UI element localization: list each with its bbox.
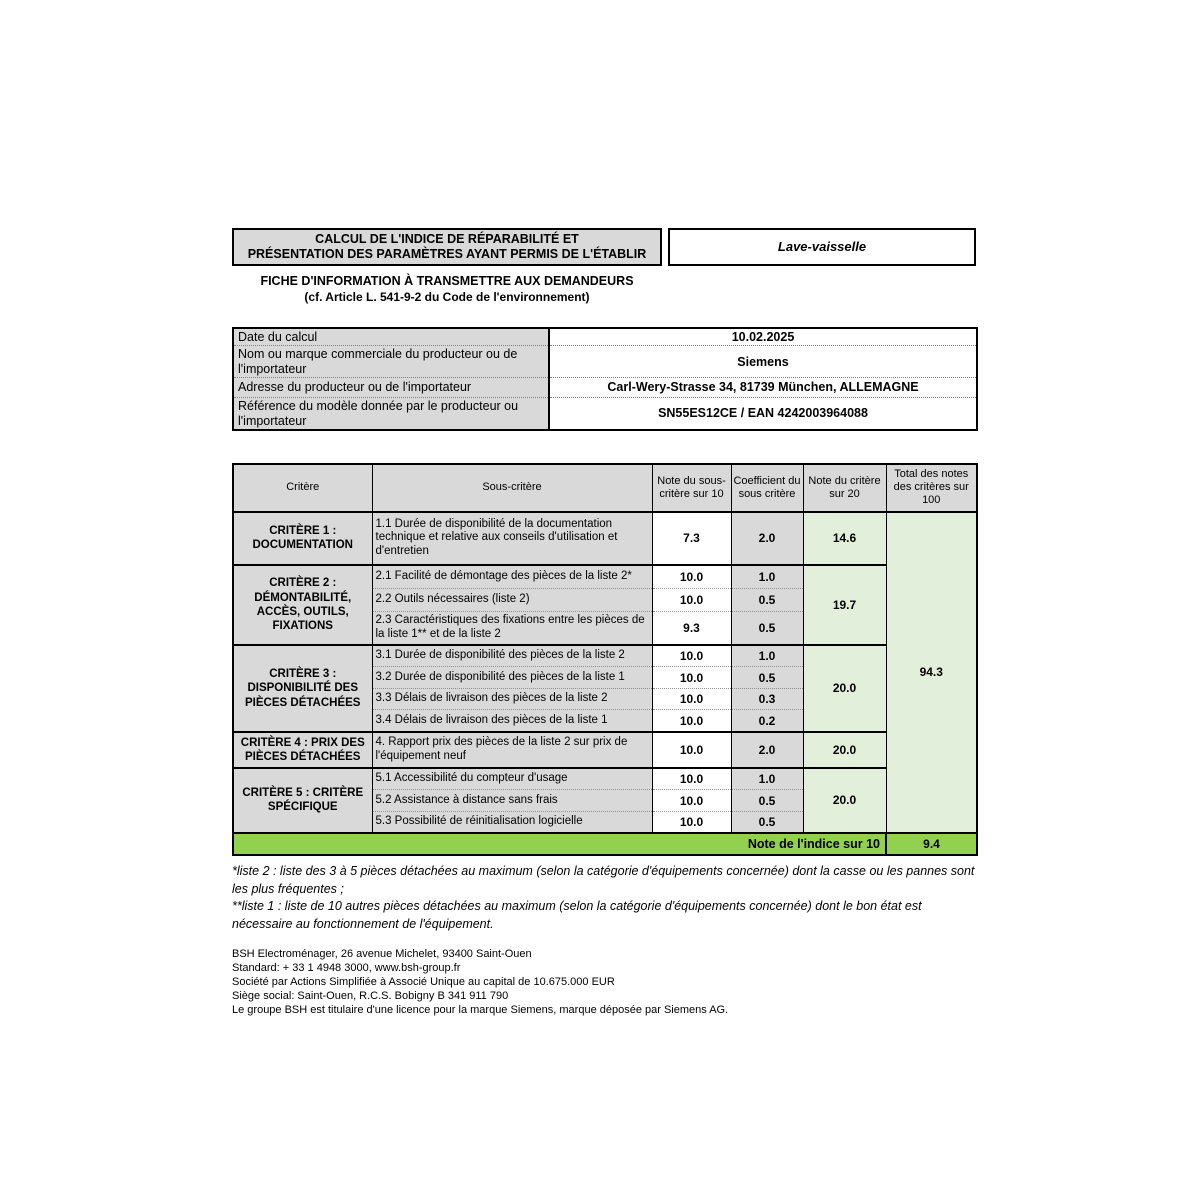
sub-score-4: 10.0	[652, 732, 731, 768]
sub-criterion-3-3-label: 3.3 Délais de livraison des pièces de la liste 2	[372, 689, 652, 710]
criterion-4-score: 20.0	[803, 732, 886, 768]
info-label-date: Date du calcul	[233, 328, 549, 346]
total-score-cell: 94.3	[886, 512, 977, 833]
coefficient-2-3: 0.5	[731, 612, 803, 645]
info-value-brand: Siemens	[549, 346, 977, 378]
column-header-critere: Critère	[233, 464, 372, 512]
footer-line-company: Société par Actions Simplifiée à Associé Unique au capital de 10.675.000 EUR	[232, 976, 615, 989]
sub-criterion-2-1-label: 2.1 Facilité de démontage des pièces de la liste 2*	[372, 565, 652, 589]
footnotes	[232, 863, 976, 934]
footnote-liste2: *liste 2 : liste des 3 à 5 pièces détachées au maximum (selon la catégorie d'équipements concernée) dont la casse ou les pannes sont les plus fréquentes ;	[232, 863, 975, 896]
info-label-brand: Nom ou marque commerciale du producteur ou de l'importateur	[233, 346, 549, 378]
criterion-5-score: 20.0	[803, 768, 886, 833]
index-score-row	[233, 833, 977, 855]
sub-score-3-4: 10.0	[652, 710, 731, 732]
document-title	[232, 228, 662, 266]
table-row	[233, 732, 977, 768]
index-score-label: Note de l'indice sur 10	[233, 833, 886, 855]
sub-criterion-5-2-label: 5.2 Assistance à distance sans frais	[372, 790, 652, 812]
product-type-box	[668, 228, 976, 266]
footer-line-registration: Siège social: Saint-Ouen, R.C.S. Bobigny B 341 911 790	[232, 990, 509, 1003]
sub-score-2-1: 10.0	[652, 565, 731, 589]
info-value-date: 10.02.2025	[549, 328, 977, 346]
coefficient-3-3: 0.3	[731, 689, 803, 710]
sub-score-3-2: 10.0	[652, 667, 731, 689]
column-header-sous-critere: Sous-critère	[372, 464, 652, 512]
criterion-4-name: CRITÈRE 4 : PRIX DES PIÈCES DÉTACHÉES	[233, 732, 372, 768]
sub-criterion-5-1-label: 5.1 Accessibilité du compteur d'usage	[372, 768, 652, 790]
table-row	[233, 378, 977, 398]
info-label-model: Référence du modèle donnée par le producteur ou l'importateur	[233, 398, 549, 430]
score-table	[232, 463, 978, 856]
footnote-liste1: **liste 1 : liste de 10 autres pièces détachées au maximum (selon la catégorie d'équipements concernée) dont le bon état est nécessaire au fonctionnement de l'équipement.	[232, 899, 922, 932]
footer-line-address: BSH Electroménager, 26 avenue Michelet, 93400 Saint-Ouen	[232, 947, 532, 960]
sub-criterion-5-3-label: 5.3 Possibilité de réinitialisation logicielle	[372, 812, 652, 833]
coefficient-2-1: 1.0	[731, 565, 803, 589]
coefficient-3-2: 0.5	[731, 667, 803, 689]
coefficient-3-1: 1.0	[731, 645, 803, 667]
coefficient-4: 2.0	[731, 732, 803, 768]
table-row	[233, 328, 977, 346]
criterion-3-score: 20.0	[803, 645, 886, 732]
document-title-line2: PRÉSENTATION DES PARAMÈTRES AYANT PERMIS DE L'ÉTABLIR	[247, 246, 647, 261]
info-value-model: SN55ES12CE / EAN 4242003964088	[549, 398, 977, 430]
subtitle-reference: (cf. Article L. 541-9-2 du Code de l'environnement)	[304, 289, 590, 304]
sub-score-5-1: 10.0	[652, 768, 731, 790]
coefficient-5-3: 0.5	[731, 812, 803, 833]
coefficient-2-2: 0.5	[731, 589, 803, 612]
coefficient-5-2: 0.5	[731, 790, 803, 812]
company-footer	[232, 947, 976, 1017]
criterion-3-name: CRITÈRE 3 : DISPONIBILITÉ DES PIÈCES DÉTACHÉES	[233, 645, 372, 732]
coefficient-3-4: 0.2	[731, 710, 803, 732]
criterion-5-name: CRITÈRE 5 : CRITÈRE SPÉCIFIQUE	[233, 768, 372, 833]
document-title-line1: CALCUL DE L'INDICE DE RÉPARABILITÉ ET	[315, 232, 579, 246]
criterion-2-score: 19.7	[803, 565, 886, 645]
product-type-label: Lave-vaisselle	[777, 239, 867, 255]
sub-criterion-4-label: 4. Rapport prix des pièces de la liste 2 sur prix de l'équipement neuf	[372, 732, 652, 768]
column-header-note10: Note du sous-critère sur 10	[652, 464, 731, 512]
score-table-header-row	[233, 464, 977, 512]
column-header-total100: Total des notes des critères sur 100	[886, 464, 977, 512]
table-row	[233, 565, 977, 589]
footer-line-phone: Standard: + 33 1 4948 3000, www.bsh-group.fr	[232, 961, 461, 974]
sub-criterion-2-2-label: 2.2 Outils nécessaires (liste 2)	[372, 589, 652, 612]
coefficient-5-1: 1.0	[731, 768, 803, 790]
sub-criterion-3-1-label: 3.1 Durée de disponibilité des pièces de la liste 2	[372, 645, 652, 667]
criterion-1-name: CRITÈRE 1 : DOCUMENTATION	[233, 512, 372, 565]
header-bar	[232, 228, 976, 266]
table-row	[233, 768, 977, 790]
sub-score-1-1: 7.3	[652, 512, 731, 565]
footer-line-license: Le groupe BSH est titulaire d'une licence pour la marque Siemens, marque déposée par Siemens AG.	[232, 1004, 729, 1017]
criterion-1-score: 14.6	[803, 512, 886, 565]
repairability-sheet	[232, 228, 976, 1017]
column-header-note20: Note du critère sur 20	[803, 464, 886, 512]
info-label-address: Adresse du producteur ou de l'importateur	[233, 378, 549, 398]
criterion-2-name: CRITÈRE 2 : DÉMONTABILITÉ, ACCÈS, OUTILS, FIXATIONS	[233, 565, 372, 645]
sub-score-3-3: 10.0	[652, 689, 731, 710]
subtitle-block	[232, 274, 662, 304]
index-score-value: 9.4	[886, 833, 977, 855]
subtitle: FICHE D'INFORMATION À TRANSMETTRE AUX DEMANDEURS	[260, 273, 634, 288]
sub-criterion-1-1-label: 1.1 Durée de disponibilité de la documentation technique et relative aux conseils d'utilisation et d'entretien	[372, 512, 652, 565]
sub-score-5-2: 10.0	[652, 790, 731, 812]
sub-score-2-3: 9.3	[652, 612, 731, 645]
sub-criterion-3-2-label: 3.2 Durée de disponibilité des pièces de la liste 1	[372, 667, 652, 689]
sub-score-3-1: 10.0	[652, 645, 731, 667]
table-row	[233, 512, 977, 565]
info-value-address: Carl-Wery-Strasse 34, 81739 München, ALLEMAGNE	[549, 378, 977, 398]
column-header-coefficient: Coefficient du sous critère	[731, 464, 803, 512]
table-row	[233, 398, 977, 430]
info-table	[232, 327, 978, 431]
table-row	[233, 346, 977, 378]
sub-criterion-2-3-label: 2.3 Caractéristiques des fixations entre les pièces de la liste 1** et de la liste 2	[372, 612, 652, 645]
sub-score-2-2: 10.0	[652, 589, 731, 612]
table-row	[233, 645, 977, 667]
sub-score-5-3: 10.0	[652, 812, 731, 833]
coefficient-1-1: 2.0	[731, 512, 803, 565]
sub-criterion-3-4-label: 3.4 Délais de livraison des pièces de la liste 1	[372, 710, 652, 732]
